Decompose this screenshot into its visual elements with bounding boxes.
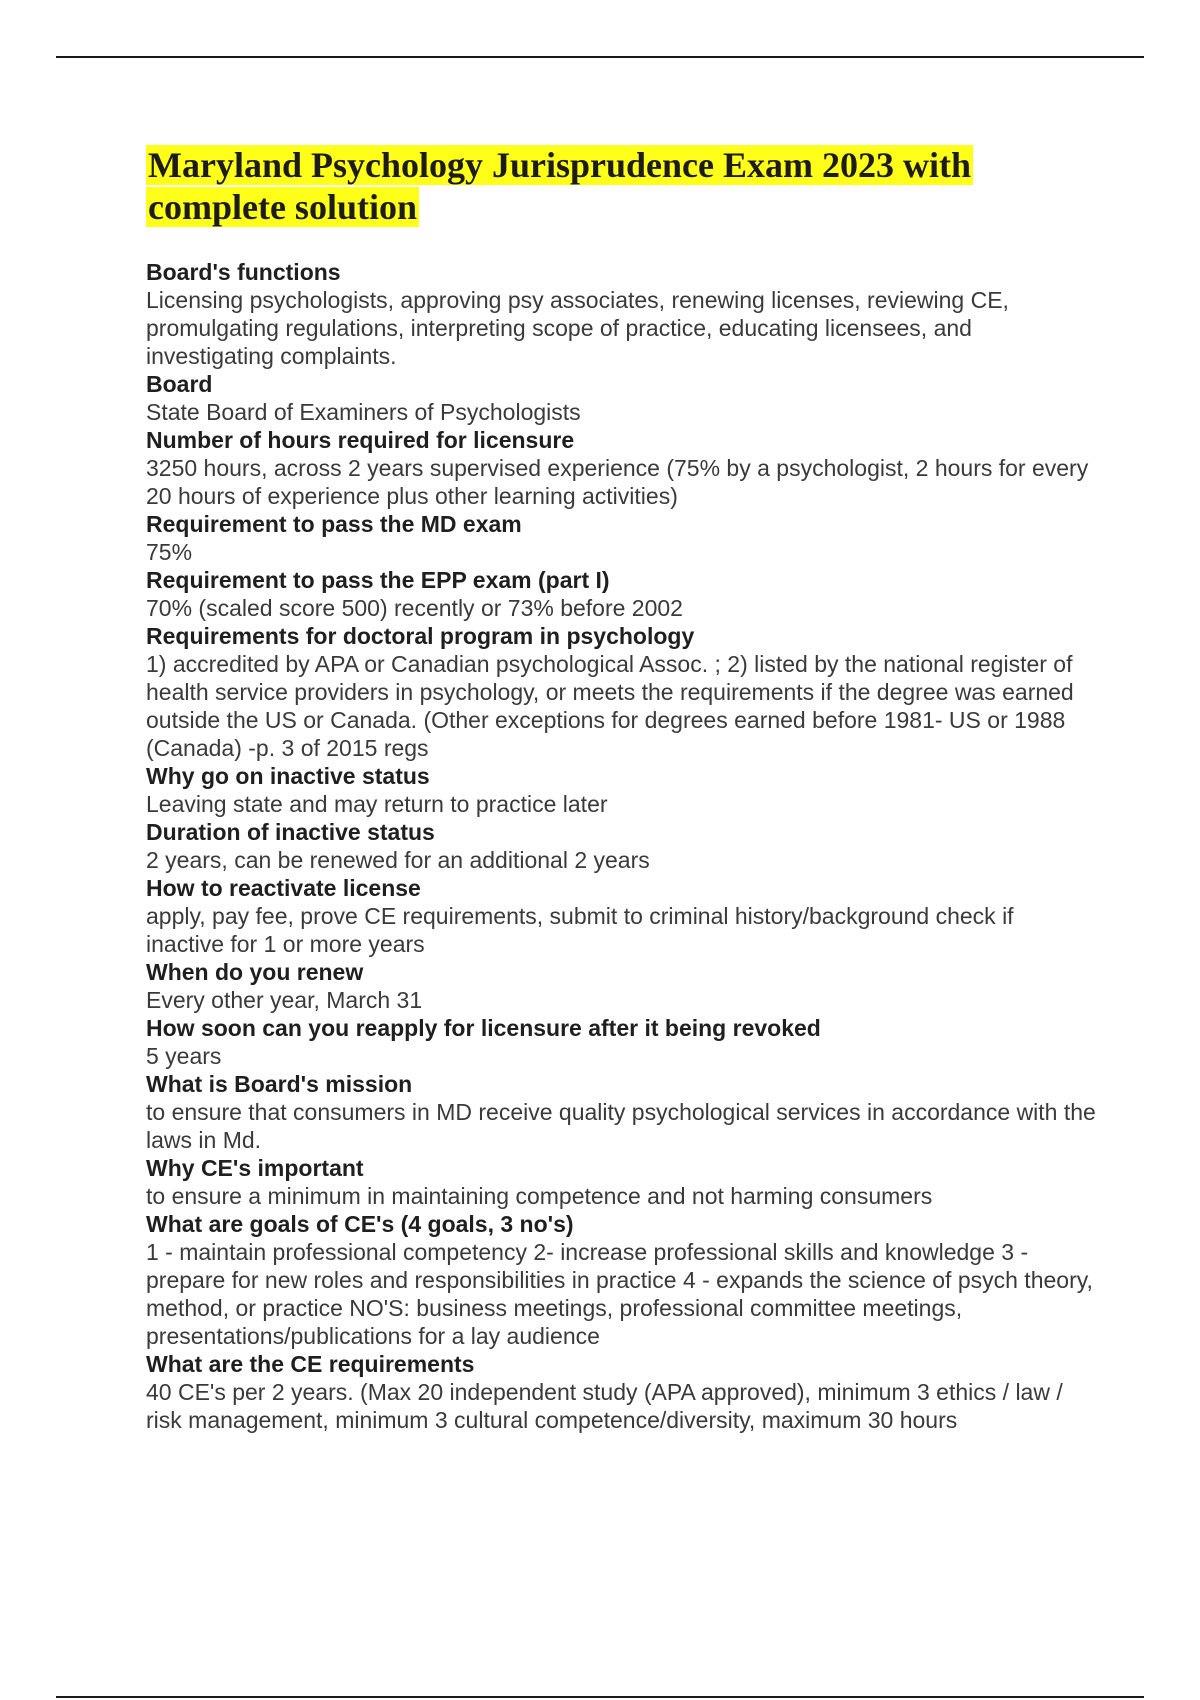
qa-item <box>146 1350 1096 1434</box>
qa-item <box>146 622 1096 762</box>
qa-definition: 70% (scaled score 500) recently or 73% before 2002 <box>146 595 683 621</box>
qa-term: How to reactivate license <box>146 875 421 901</box>
qa-definition: 2 years, can be renewed for an additional 2 years <box>146 847 650 873</box>
qa-definition: to ensure that consumers in MD receive quality psychological services in accordance with the laws in Md. <box>146 1099 1096 1153</box>
qa-term: What are the CE requirements <box>146 1351 475 1377</box>
qa-item <box>146 510 1096 566</box>
qa-definition: 1) accredited by APA or Canadian psychological Assoc. ; 2) listed by the national register of health service providers in psychology, or meets the requirements if the degree was earned outside the US or Canada. (Other exceptions for degrees earned before 1981- US or 1988 (Canada) -p. 3 of 2015 regs <box>146 651 1074 761</box>
qa-definition: Every other year, March 31 <box>146 987 423 1013</box>
qa-term: Why go on inactive status <box>146 763 430 789</box>
document-title <box>146 144 1046 228</box>
qa-list <box>146 258 1096 1434</box>
page-bottom-rule <box>56 1696 1144 1698</box>
qa-term: Number of hours required for licensure <box>146 427 575 453</box>
qa-item <box>146 818 1096 874</box>
qa-definition: 75% <box>146 539 193 565</box>
qa-item <box>146 874 1096 958</box>
qa-term: How soon can you reapply for licensure after it being revoked <box>146 1015 821 1041</box>
qa-definition: 5 years <box>146 1043 222 1069</box>
qa-definition: 40 CE's per 2 years. (Max 20 independent study (APA approved), minimum 3 ethics / law / risk management, minimum 3 cultural competence/diversity, maximum 30 hours <box>146 1379 1063 1433</box>
qa-term: What are goals of CE's (4 goals, 3 no's) <box>146 1211 574 1237</box>
qa-item <box>146 1014 1096 1070</box>
qa-definition: to ensure a minimum in maintaining competence and not harming consumers <box>146 1183 933 1209</box>
qa-term: Why CE's important <box>146 1155 364 1181</box>
qa-item <box>146 370 1096 426</box>
qa-item <box>146 958 1096 1014</box>
qa-definition: apply, pay fee, prove CE requirements, submit to criminal history/background check if inactive for 1 or more years <box>146 903 1014 957</box>
qa-term: Requirement to pass the MD exam <box>146 511 522 537</box>
qa-item <box>146 566 1096 622</box>
qa-term: When do you renew <box>146 959 364 985</box>
qa-definition: Licensing psychologists, approving psy associates, renewing licenses, reviewing CE, promulgating regulations, interpreting scope of practice, educating licensees, and investigating complaints. <box>146 287 1009 369</box>
qa-item <box>146 1210 1096 1350</box>
qa-term: Duration of inactive status <box>146 819 435 845</box>
qa-item <box>146 1070 1096 1154</box>
qa-term: Board <box>146 371 213 397</box>
qa-item <box>146 258 1096 370</box>
qa-item <box>146 762 1096 818</box>
qa-term: Requirements for doctoral program in psychology <box>146 623 695 649</box>
qa-term: What is Board's mission <box>146 1071 413 1097</box>
qa-term: Board's functions <box>146 259 341 285</box>
qa-definition: 3250 hours, across 2 years supervised experience (75% by a psychologist, 2 hours for every 20 hours of experience plus other learning activities) <box>146 455 1089 509</box>
qa-item <box>146 1154 1096 1210</box>
qa-definition: 1 - maintain professional competency 2- increase professional skills and knowledge 3 - prepare for new roles and responsibilities in practice 4 - expands the science of psych theory, method, or practice NO'S: business meetings, professional committee meetings, presentations/publications for a lay audience <box>146 1239 1093 1349</box>
qa-item <box>146 426 1096 510</box>
qa-definition: State Board of Examiners of Psychologists <box>146 399 581 425</box>
page-top-rule <box>56 56 1144 58</box>
document-title-highlight: Maryland Psychology Jurisprudence Exam 2023 with complete solution <box>148 145 972 227</box>
qa-term: Requirement to pass the EPP exam (part I) <box>146 567 610 593</box>
qa-definition: Leaving state and may return to practice later <box>146 791 608 817</box>
